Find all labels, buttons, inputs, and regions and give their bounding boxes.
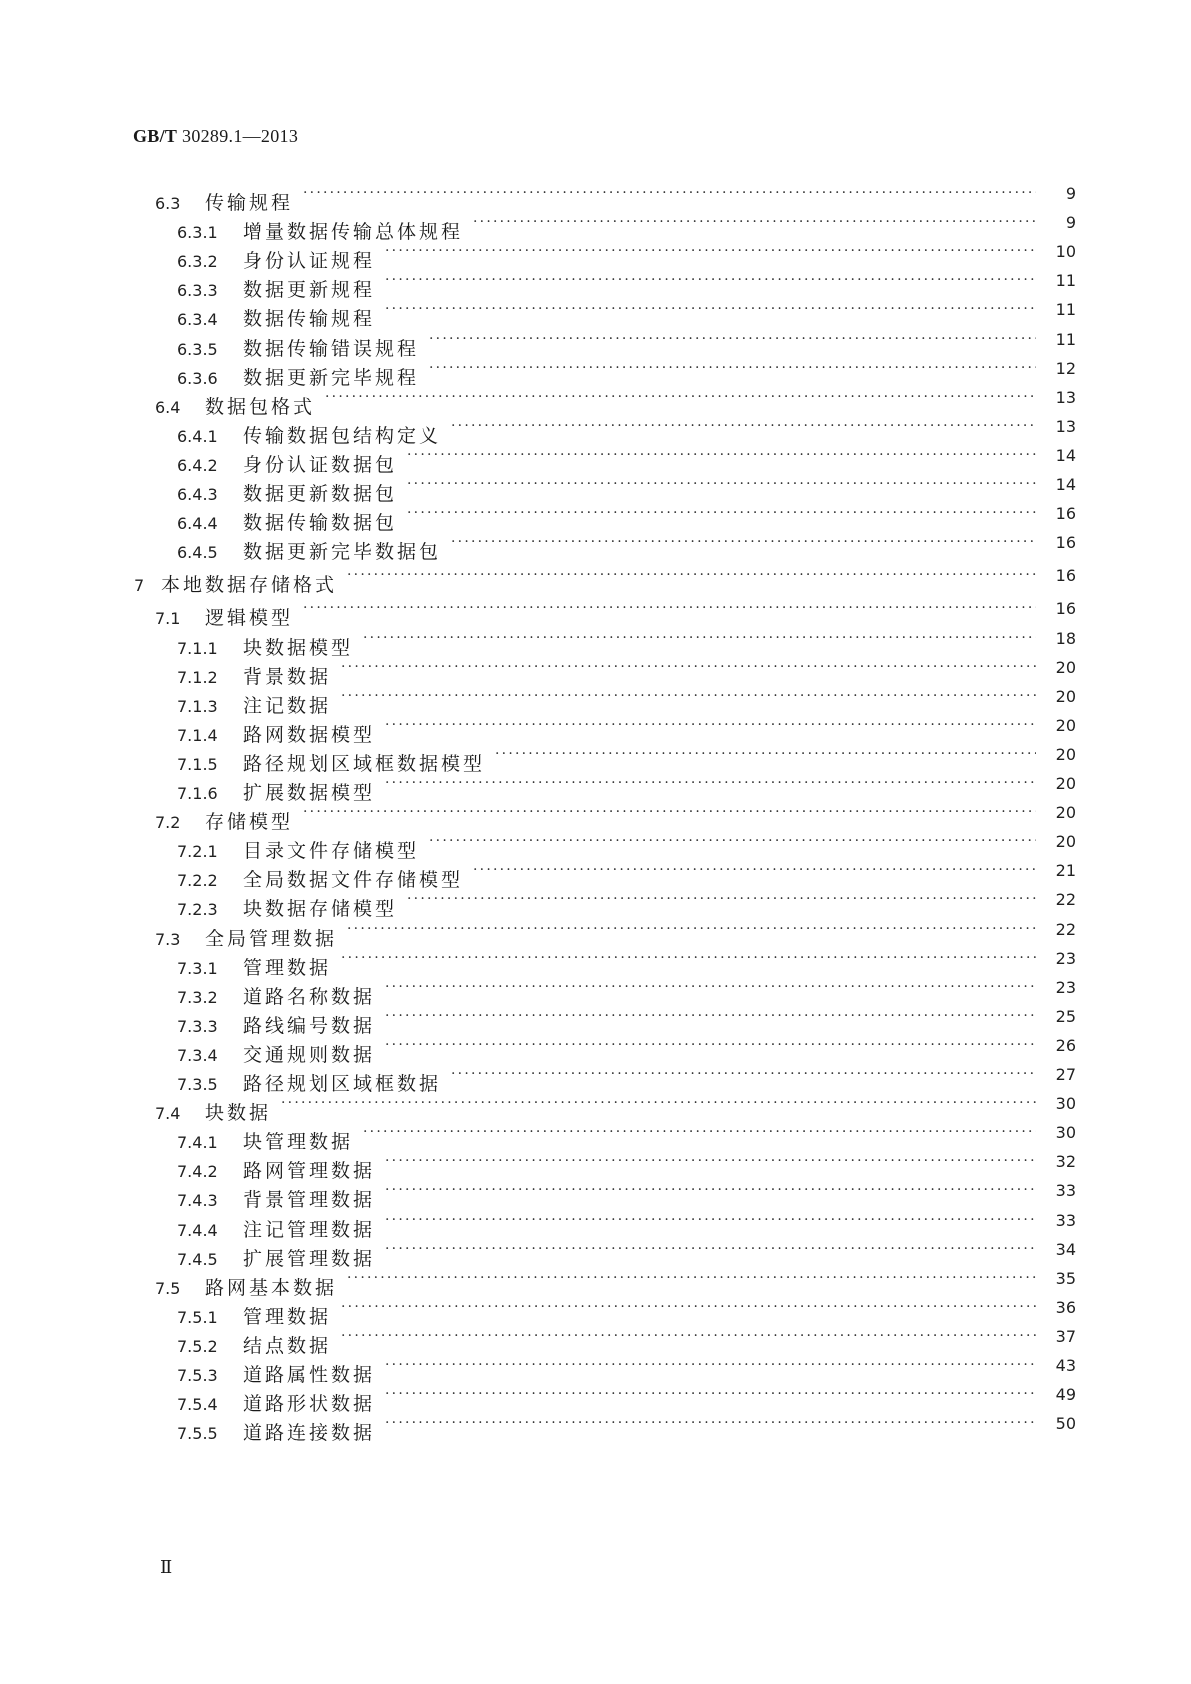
section-title: 数据更新完毕数据包 xyxy=(243,541,442,564)
section-number: 7.5.2 xyxy=(177,1336,218,1356)
section-title: 管理数据 xyxy=(243,1305,332,1328)
dot-leader xyxy=(473,207,1036,238)
section-number: 7.2.1 xyxy=(177,842,218,862)
toc-entry[interactable] xyxy=(0,593,1191,630)
page-ref: 23 xyxy=(1055,948,1076,968)
page-ref: 43 xyxy=(1055,1356,1076,1375)
dot-leader xyxy=(385,768,1036,799)
toc-entry[interactable] xyxy=(0,382,1191,418)
dot-leader xyxy=(385,1379,1036,1410)
page-ref: 35 xyxy=(1055,1268,1076,1288)
page-ref: 33 xyxy=(1055,1181,1076,1201)
toc-entry[interactable] xyxy=(0,440,1191,476)
section-title: 数据更新数据包 xyxy=(243,483,398,505)
toc-entry[interactable] xyxy=(0,1379,1191,1416)
section-title: 本地数据存储格式 xyxy=(161,574,338,597)
section-title: 扩展管理数据 xyxy=(243,1247,376,1270)
page-ref: 14 xyxy=(1055,475,1076,494)
dot-leader xyxy=(385,1175,1036,1206)
dot-leader xyxy=(385,710,1036,741)
toc-entry[interactable] xyxy=(0,710,1191,746)
dot-leader xyxy=(429,353,1036,384)
section-title: 身份认证规程 xyxy=(243,250,376,273)
section-number: 7.2 xyxy=(155,813,181,833)
dot-leader xyxy=(495,739,1036,770)
page-ref: 20 xyxy=(1055,657,1076,677)
section-number: 7.5 xyxy=(155,1278,181,1298)
dot-leader xyxy=(429,826,1036,857)
dot-leader xyxy=(281,1088,1036,1119)
page-ref: 49 xyxy=(1055,1385,1076,1405)
page-ref: 9 xyxy=(1065,213,1076,233)
section-number: 7.4.4 xyxy=(177,1220,218,1240)
toc-entry[interactable] xyxy=(0,1205,1191,1241)
section-number: 7.4 xyxy=(155,1104,181,1124)
section-title: 道路形状数据 xyxy=(243,1393,376,1416)
dot-leader xyxy=(303,593,1036,624)
toc-entry[interactable] xyxy=(0,855,1191,892)
dot-leader xyxy=(407,498,1036,529)
section-number: 7.4.1 xyxy=(177,1133,218,1153)
section-number: 7.3.4 xyxy=(177,1045,218,1065)
section-number: 7.1.4 xyxy=(177,725,218,745)
section-number: 6.4.2 xyxy=(177,455,218,475)
page-ref: 16 xyxy=(1055,566,1076,586)
toc-entry[interactable] xyxy=(0,623,1191,659)
page-ref: 11 xyxy=(1055,300,1076,320)
dot-leader xyxy=(385,1350,1036,1381)
section-number: 6.3.6 xyxy=(177,368,218,388)
section-title: 传输规程 xyxy=(205,192,294,214)
dot-leader xyxy=(451,411,1036,442)
section-title: 数据传输规程 xyxy=(243,308,376,331)
section-number: 7 xyxy=(134,576,145,596)
section-title: 背景数据 xyxy=(243,665,332,688)
toc-entry[interactable] xyxy=(0,236,1191,273)
toc-entry[interactable] xyxy=(0,1408,1191,1445)
section-number: 6.4 xyxy=(155,397,181,417)
section-title: 路径规划区域框数据 xyxy=(243,1073,442,1095)
section-title: 扩展数据模型 xyxy=(243,782,376,804)
toc-entry[interactable] xyxy=(0,972,1191,1008)
toc-entry[interactable] xyxy=(0,527,1191,564)
section-title: 增量数据传输总体规程 xyxy=(243,221,464,244)
toc-entry[interactable] xyxy=(0,739,1191,775)
page-ref: 11 xyxy=(1055,271,1076,291)
toc-entry[interactable] xyxy=(0,943,1191,979)
page-ref: 50 xyxy=(1055,1414,1076,1434)
section-number: 6.3.1 xyxy=(177,223,218,243)
page-ref: 13 xyxy=(1055,416,1076,436)
dot-leader xyxy=(429,324,1036,355)
section-number: 6.4.5 xyxy=(177,543,218,563)
toc-entry[interactable] xyxy=(0,411,1191,447)
section-title: 块数据模型 xyxy=(243,636,354,659)
section-title: 注记数据 xyxy=(243,694,332,717)
page-ref: 13 xyxy=(1055,387,1076,407)
toc-entry[interactable] xyxy=(0,768,1191,804)
dot-leader xyxy=(303,178,1036,209)
section-title: 道路连接数据 xyxy=(243,1422,376,1445)
toc-entry[interactable] xyxy=(0,353,1191,389)
toc-entry[interactable] xyxy=(0,265,1191,302)
standard-number: 30289.1—2013 xyxy=(182,126,299,146)
section-number: 6.4.3 xyxy=(177,485,218,504)
section-title: 路网基本数据 xyxy=(205,1276,338,1299)
section-number: 6.3 xyxy=(155,194,181,213)
page-ref: 12 xyxy=(1055,358,1076,378)
toc-entry[interactable] xyxy=(0,324,1191,360)
toc-entry[interactable] xyxy=(0,1234,1191,1270)
page-ref: 27 xyxy=(1055,1065,1076,1084)
section-number: 7.3 xyxy=(155,929,181,949)
section-number: 7.4.3 xyxy=(177,1191,218,1211)
page-ref: 30 xyxy=(1055,1094,1076,1114)
section-number: 7.3.3 xyxy=(177,1016,218,1036)
dot-leader xyxy=(385,265,1036,296)
dot-leader xyxy=(473,855,1036,886)
section-number: 6.3.4 xyxy=(177,310,218,330)
page-ref: 36 xyxy=(1055,1297,1076,1317)
section-number: 7.4.2 xyxy=(177,1162,218,1182)
section-number: 7.1.6 xyxy=(177,784,218,803)
page-ref: 33 xyxy=(1055,1210,1076,1230)
dot-leader xyxy=(341,652,1036,683)
section-title: 路网管理数据 xyxy=(243,1160,376,1183)
section-title: 交通规则数据 xyxy=(243,1043,376,1066)
section-title: 块管理数据 xyxy=(243,1131,354,1154)
page-ref: 22 xyxy=(1055,919,1076,939)
page-ref: 21 xyxy=(1055,861,1076,881)
toc-entry[interactable] xyxy=(0,1146,1191,1183)
section-title: 道路名称数据 xyxy=(243,985,376,1008)
toc-entry[interactable] xyxy=(0,1030,1191,1066)
page-ref: 20 xyxy=(1055,686,1076,706)
section-number: 6.4.4 xyxy=(177,514,218,534)
page-ref: 22 xyxy=(1055,890,1076,910)
section-number: 7.1 xyxy=(155,609,181,629)
page-ref: 18 xyxy=(1055,628,1076,648)
dot-leader xyxy=(347,914,1036,945)
dot-leader xyxy=(347,560,1036,591)
dot-leader xyxy=(347,1263,1036,1294)
dot-leader xyxy=(385,1001,1036,1032)
section-title: 背景管理数据 xyxy=(243,1189,376,1212)
page-ref: 16 xyxy=(1055,599,1076,619)
dot-leader xyxy=(341,1292,1036,1323)
dot-leader xyxy=(385,1205,1036,1236)
dot-leader xyxy=(341,943,1036,974)
toc-entry[interactable] xyxy=(0,914,1191,950)
dot-leader xyxy=(385,294,1036,325)
page-ref: 20 xyxy=(1055,715,1076,735)
section-number: 6.3.2 xyxy=(177,252,218,272)
toc-entry[interactable] xyxy=(0,1350,1191,1386)
toc-entry[interactable] xyxy=(0,1292,1191,1328)
dot-leader xyxy=(407,884,1036,915)
section-title: 道路属性数据 xyxy=(243,1364,376,1386)
page-ref: 10 xyxy=(1055,242,1076,262)
section-title: 路径规划区域框数据模型 xyxy=(243,752,486,775)
dot-leader xyxy=(451,1059,1036,1090)
section-title: 目录文件存储模型 xyxy=(243,840,420,863)
page-ref: 37 xyxy=(1055,1326,1076,1346)
page-ref: 16 xyxy=(1055,504,1076,524)
dot-leader xyxy=(303,797,1036,828)
section-number: 6.3.5 xyxy=(177,339,218,359)
section-number: 7.3.2 xyxy=(177,987,218,1007)
dot-leader xyxy=(385,236,1036,267)
section-title: 数据传输错误规程 xyxy=(243,337,420,360)
page-ref: 20 xyxy=(1055,774,1076,793)
section-title: 数据包格式 xyxy=(205,395,316,418)
page-ref: 16 xyxy=(1055,533,1076,553)
section-title: 路网数据模型 xyxy=(243,723,376,746)
section-number: 7.3.5 xyxy=(177,1075,218,1094)
toc-entry[interactable] xyxy=(0,178,1191,214)
page-ref: 25 xyxy=(1055,1006,1076,1026)
page-ref: 26 xyxy=(1055,1035,1076,1055)
section-number: 7.3.1 xyxy=(177,958,218,978)
page-ref: 11 xyxy=(1055,329,1076,349)
section-title: 数据传输数据包 xyxy=(243,512,398,535)
section-title: 管理数据 xyxy=(243,956,332,979)
page-ref: 20 xyxy=(1055,803,1076,823)
section-title: 全局管理数据 xyxy=(205,927,338,950)
section-number: 7.5.4 xyxy=(177,1395,218,1415)
section-number: 7.1.2 xyxy=(177,667,218,687)
toc-entry[interactable] xyxy=(0,560,1191,597)
toc-entry-content xyxy=(177,1408,1042,1449)
page-ref: 34 xyxy=(1055,1239,1076,1259)
section-title: 块数据 xyxy=(205,1102,272,1125)
page-ref: 9 xyxy=(1065,184,1076,203)
toc-entry[interactable] xyxy=(0,1117,1191,1154)
section-number: 7.5.3 xyxy=(177,1366,218,1385)
toc-entry[interactable] xyxy=(0,1175,1191,1212)
dot-leader xyxy=(385,1234,1036,1265)
toc-entry[interactable] xyxy=(0,652,1191,688)
page-ref: 20 xyxy=(1055,832,1076,852)
page-ref: 32 xyxy=(1055,1152,1076,1172)
toc-entry[interactable] xyxy=(0,1001,1191,1037)
toc-entry[interactable] xyxy=(0,469,1191,505)
section-number: 7.1.1 xyxy=(177,638,218,658)
toc-entry[interactable] xyxy=(0,294,1191,331)
section-title: 传输数据包结构定义 xyxy=(243,424,442,447)
section-number: 7.5.5 xyxy=(177,1424,218,1444)
section-number: 7.5.1 xyxy=(177,1307,218,1327)
dot-leader xyxy=(341,1321,1036,1352)
dot-leader xyxy=(385,1146,1036,1177)
section-number: 7.1.5 xyxy=(177,754,218,774)
toc-entry[interactable] xyxy=(0,797,1191,834)
dot-leader xyxy=(385,972,1036,1003)
dot-leader xyxy=(385,1030,1036,1061)
toc-entry[interactable] xyxy=(0,1321,1191,1357)
dot-leader xyxy=(451,527,1036,558)
section-number: 7.2.3 xyxy=(177,900,218,920)
toc-entry[interactable] xyxy=(0,1059,1191,1095)
document-header xyxy=(133,126,298,147)
dot-leader xyxy=(407,440,1036,471)
section-title: 路线编号数据 xyxy=(243,1014,376,1037)
section-title: 注记管理数据 xyxy=(243,1218,376,1241)
toc-entry[interactable] xyxy=(0,884,1191,921)
toc-entry[interactable] xyxy=(0,1088,1191,1125)
dot-leader xyxy=(325,382,1036,413)
page-ref: 30 xyxy=(1055,1123,1076,1143)
section-number: 7.2.2 xyxy=(177,871,218,891)
standard-code: GB/T xyxy=(133,126,178,146)
dot-leader xyxy=(341,681,1036,712)
section-title: 逻辑模型 xyxy=(205,607,294,630)
section-title: 全局数据文件存储模型 xyxy=(243,869,464,892)
page-ref: 14 xyxy=(1055,445,1076,465)
page-ref: 23 xyxy=(1055,977,1076,997)
page-number: Ⅱ xyxy=(160,1557,173,1577)
toc-entry[interactable] xyxy=(0,826,1191,863)
section-title: 身份认证数据包 xyxy=(243,453,398,476)
toc-entry[interactable] xyxy=(0,681,1191,717)
dot-leader xyxy=(385,1408,1036,1439)
page-ref: 20 xyxy=(1055,744,1076,764)
dot-leader xyxy=(407,469,1036,500)
dot-leader xyxy=(363,1117,1036,1148)
section-title: 存储模型 xyxy=(205,811,294,834)
section-number: 6.3.3 xyxy=(177,281,218,301)
section-title: 数据更新规程 xyxy=(243,279,376,302)
section-number: 7.4.5 xyxy=(177,1249,218,1269)
toc-entry[interactable] xyxy=(0,1263,1191,1299)
section-title: 数据更新完毕规程 xyxy=(243,366,420,389)
toc-entry[interactable] xyxy=(0,498,1191,535)
toc-entry[interactable] xyxy=(0,207,1191,244)
section-number: 6.4.1 xyxy=(177,426,218,446)
section-number: 7.1.3 xyxy=(177,696,218,716)
section-title: 结点数据 xyxy=(243,1334,332,1357)
section-title: 块数据存储模型 xyxy=(243,898,398,921)
dot-leader xyxy=(363,623,1036,654)
